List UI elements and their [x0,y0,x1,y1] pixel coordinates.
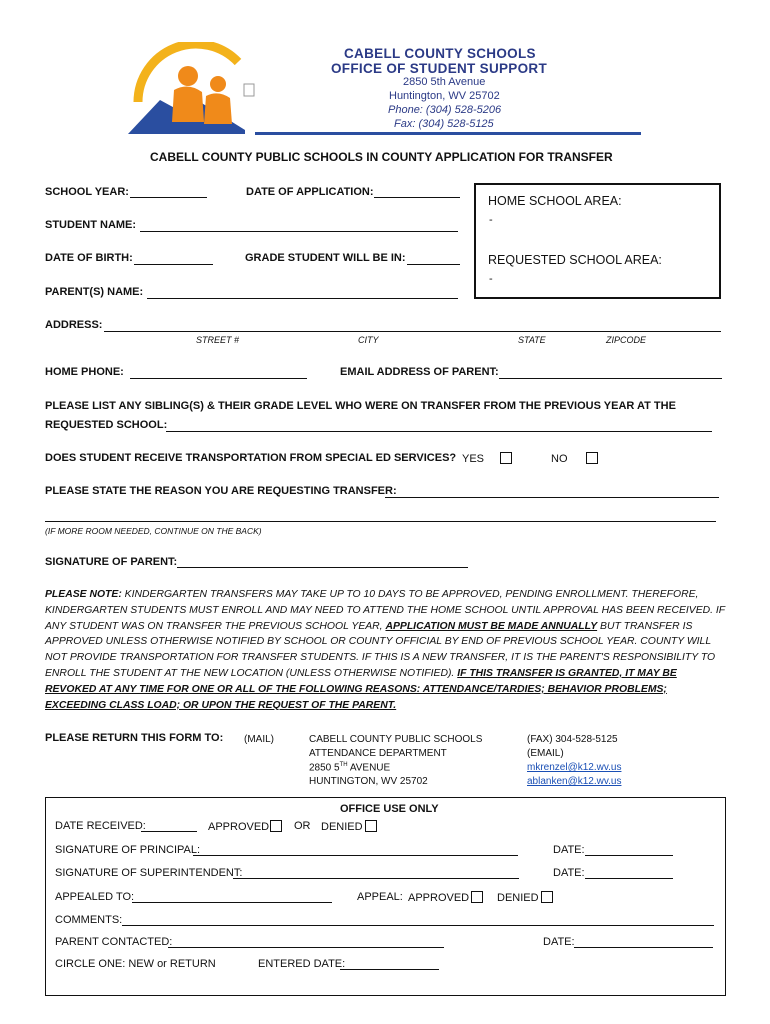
appeal-approved-label: APPROVED [408,892,470,904]
please-note [45,587,725,713]
appeal-approved-option[interactable] [408,891,483,904]
student-name-field[interactable] [140,231,458,232]
note-lead: PLEASE NOTE: [45,589,122,600]
signature-field[interactable] [177,567,468,568]
school-year-field[interactable] [130,197,207,198]
home-phone-label: HOME PHONE: [45,366,124,378]
superintendent-signature-field[interactable] [233,878,519,879]
grade-label: GRADE STUDENT WILL BE IN: [245,252,406,264]
parent-contacted-label: PARENT CONTACTED: [55,936,173,948]
date-of-birth-label: DATE OF BIRTH: [45,252,133,264]
district-logo [120,42,260,138]
street-caption: STREET # [196,335,240,345]
reason-field-2[interactable] [45,521,716,522]
school-area-box [474,183,721,299]
office-use-box [45,797,726,996]
parent-name-field[interactable] [147,298,458,299]
appeal-denied-label: DENIED [497,892,539,904]
circle-one[interactable]: CIRCLE ONE: NEW or RETURN [55,958,216,970]
student-name-label: STUDENT NAME: [45,219,137,231]
date-of-application-label: DATE OF APPLICATION: [246,186,374,198]
transportation-no[interactable] [551,452,598,465]
approved-checkbox[interactable] [270,820,282,832]
more-room-note: (IF MORE ROOM NEEDED, CONTINUE ON THE BACK) [45,526,262,536]
return-addr3 [309,762,390,773]
reason-label: PLEASE STATE THE REASON YOU ARE REQUESTING TRANSFER: [45,485,397,497]
requested-school-label: REQUESTED SCHOOL AREA: [488,253,662,267]
siblings-label-line1: PLEASE LIST ANY SIBLING(S) & THEIR GRADE LEVEL WHO WERE ON TRANSFER FROM THE PREVIOUS YEAR AT THE [45,400,676,412]
principal-signature-label: SIGNATURE OF PRINCIPAL: [55,844,201,856]
return-addr3-sup: TH [339,762,348,768]
org-name-line2: OFFICE OF STUDENT SUPPORT [331,61,548,76]
entered-date-label: ENTERED DATE: [258,958,346,970]
org-fax: Fax: (304) 528-5125 [394,118,494,130]
superintendent-date-label: DATE: [553,867,585,879]
parent-contacted-field[interactable] [168,947,444,948]
superintendent-date-field[interactable] [585,878,673,879]
home-school-value[interactable]: - [489,214,493,226]
entered-date-field[interactable] [340,969,439,970]
note-text1: KINDERGARTEN TRANSFERS MAY TAKE UP TO 10 DAYS TO BE APPROVED, PENDING ENROLLMENT. THEREFORE, KINDERGARTEN STUDENTS MUST ENROLL AND MAY NEED TO ATTEND THE HOME SCHOOL UNTIL APPROVAL HAS BEEN RECEIVED. IF ANY STUDENT WAS ON TRANSFER THE PREVIOUS SCHOOL YEAR, [45,589,725,632]
email-field[interactable] [499,378,722,379]
return-label: PLEASE RETURN THIS FORM TO: [45,732,224,744]
siblings-field[interactable] [166,431,712,432]
note-emphasis1: APPLICATION MUST BE MADE ANNUALLY [385,620,598,632]
no-label: NO [551,453,568,465]
return-addr2: ATTENDANCE DEPARTMENT [309,748,447,759]
date-of-birth-field[interactable] [134,264,213,265]
principal-date-label: DATE: [553,844,585,856]
note-emphasis2: IF THIS TRANSFER IS GRANTED, IT MAY BE REVOKED AT ANY TIME FOR ONE OR ALL OF THE FOLLOWING REASONS: ATTENDANCE/TARDIES; BEHAVIOR PROBLEMS; EXCEEDING CLASS LOAD; OR UPON THE REQUEST OF THE PARENT. [45,667,677,711]
org-address2: Huntington, WV 25702 [389,90,500,102]
zipcode-caption: ZIPCODE [606,335,647,345]
superintendent-signature-label: SIGNATURE OF SUPERINTENDENT: [55,867,243,879]
yes-label: YES [462,453,485,465]
denied-option[interactable] [321,820,377,833]
transportation-yes[interactable] [462,452,512,465]
address-field[interactable] [104,331,721,332]
reason-field[interactable] [385,497,719,498]
parent-contacted-date-field[interactable] [574,947,713,948]
school-year-label: SCHOOL YEAR: [45,186,129,198]
return-addr1: CABELL COUNTY PUBLIC SCHOOLS [309,734,483,745]
requested-school-value[interactable]: - [489,273,493,285]
org-name-line1: CABELL COUNTY SCHOOLS [344,46,536,61]
return-addr4: HUNTINGTON, WV 25702 [309,776,428,787]
return-mail: (MAIL) [244,734,274,745]
header-rule [255,132,641,135]
return-email-label: (EMAIL) [527,748,564,759]
approved-option[interactable] [208,820,282,833]
email-link-ablanken[interactable]: ablanken@k12.wv.us [527,776,622,787]
siblings-label-line2: REQUESTED SCHOOL: [45,419,168,431]
date-received-label: DATE RECEIVED: [55,820,146,832]
appealed-to-label: APPEALED TO: [55,891,135,903]
email-label: EMAIL ADDRESS OF PARENT: [340,366,499,378]
appealed-to-field[interactable] [132,902,332,903]
note-text2: BUT TRANSFER IS APPROVED UNLESS OTHERWISE NOTIFIED BY SCHOOL OR COUNTY OFFICIAL BY END OF PREVIOUS SCHOOL YEAR. COUNTY WILL NOT PROVIDE TRANSPORTATION FOR TRANSFER STUDENTS. IF THIS IS A NEW TRANSFER, IT IS THE PARENT'S RESPONSIBILITY TO ENROLL THE STUDENT AT THE NEW LOCATION (UNLESS OTHERWISE NOTIFIED). [45,620,716,679]
city-caption: CITY [358,335,379,345]
denied-checkbox[interactable] [365,820,377,832]
transportation-question: DOES STUDENT RECEIVE TRANSPORTATION FROM SPECIAL ED SERVICES? [45,452,457,464]
office-title: OFFICE USE ONLY [340,803,439,815]
appeal-denied-option[interactable] [497,891,553,904]
principal-date-field[interactable] [585,855,673,856]
parent-contacted-date-label: DATE: [543,936,575,948]
appeal-denied-checkbox[interactable] [541,891,553,903]
principal-signature-field[interactable] [193,855,518,856]
org-address1: 2850 5th Avenue [403,76,486,88]
comments-label: COMMENTS: [55,914,123,926]
date-of-application-field[interactable] [374,197,460,198]
comments-field[interactable] [122,925,714,926]
state-caption: STATE [518,335,546,345]
return-addr3-street: AVENUE [347,762,391,774]
no-checkbox[interactable] [586,452,598,464]
home-school-label: HOME SCHOOL AREA: [488,194,622,208]
yes-checkbox[interactable] [500,452,512,464]
grade-field[interactable] [407,264,460,265]
address-label: ADDRESS: [45,319,103,331]
form-title: CABELL COUNTY PUBLIC SCHOOLS IN COUNTY APPLICATION FOR TRANSFER [150,150,613,164]
return-addr3-number: 2850 5 [309,762,340,774]
email-link-mkrenzel[interactable]: mkrenzel@k12.wv.us [527,762,622,773]
home-phone-field[interactable] [130,378,307,379]
org-phone: Phone: (304) 528-5206 [388,104,502,116]
or-label: OR [294,820,311,832]
approved-label: APPROVED [208,821,270,833]
appeal-approved-checkbox[interactable] [471,891,483,903]
appeal-label: APPEAL: [357,891,403,903]
parent-name-label: PARENT(S) NAME: [45,286,144,298]
return-fax: (FAX) 304-528-5125 [527,734,618,745]
date-received-field[interactable] [141,831,197,832]
signature-label: SIGNATURE OF PARENT: [45,556,178,568]
denied-label: DENIED [321,821,363,833]
